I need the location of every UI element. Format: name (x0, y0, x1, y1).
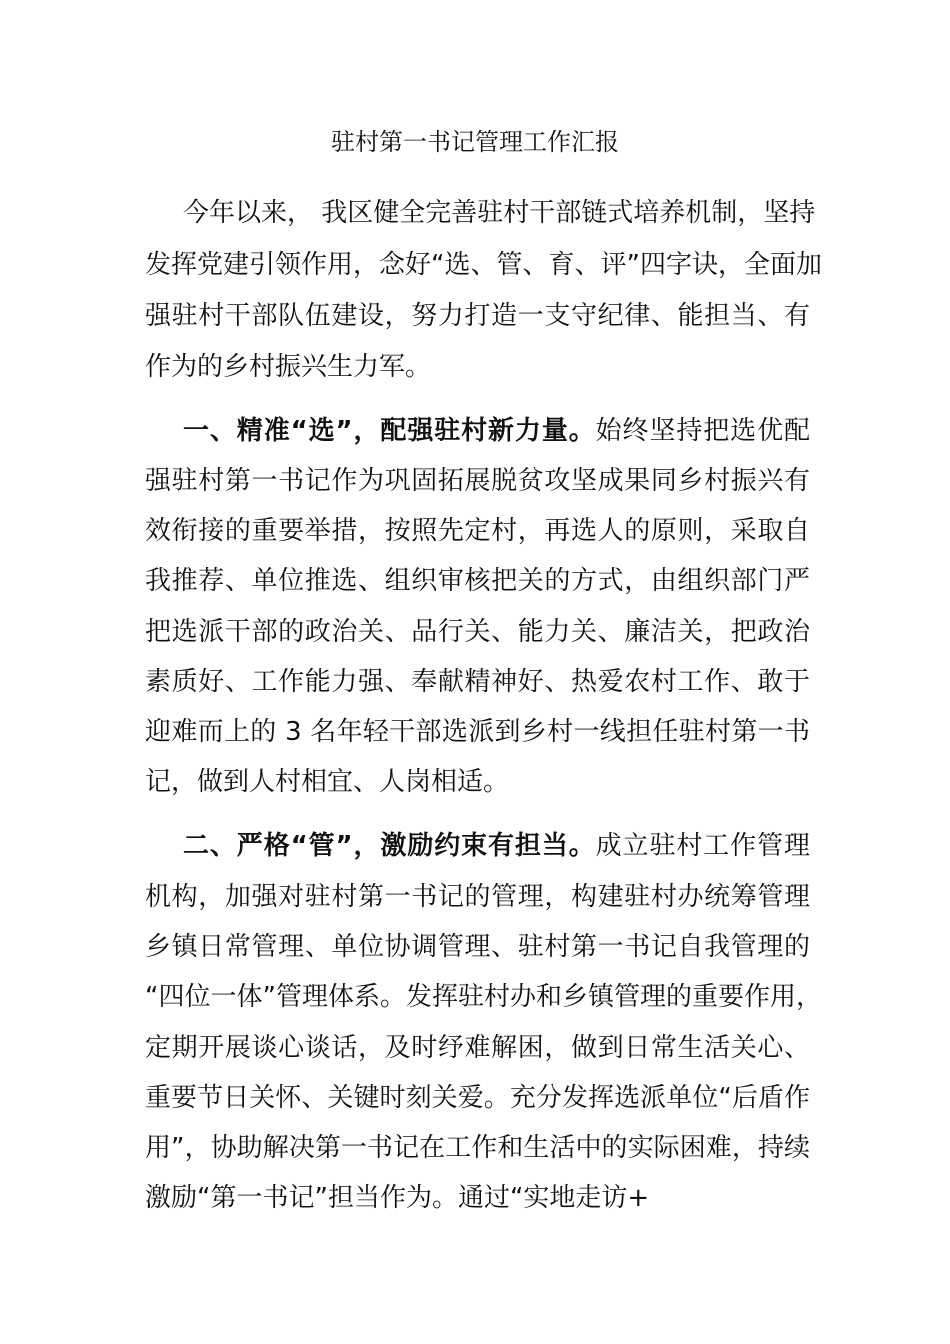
text-line: 迎难而上的 3 名年轻干部选派到乡村一线担任驻村第一书 (145, 717, 810, 747)
section-2-heading: 二、严格“管”，激励约束有担当。 (183, 831, 596, 861)
text-line: 记，做到人村相宜、人岗相适。 (145, 767, 510, 797)
text-line: 乡镇日常管理、单位协调管理、驻村第一书记自我管理的 (145, 932, 810, 962)
text-line: 发挥党建引领作用，念好“选、管、育、评”四字诀，全面加 (145, 250, 822, 280)
section-1-first-line-text: 始终坚持把选优配 (595, 416, 810, 446)
text-line: 重要节日关怀、关键时刻关爱。充分发挥选派单位“后盾作 (145, 1083, 810, 1113)
text-line: 用”，协助解决第一书记在工作和生活中的实际困难，持续 (145, 1133, 810, 1163)
text-line: 把选派干部的政治关、品行关、能力关、廉洁关，把政治 (145, 617, 810, 647)
text-line: 今年以来， 我区健全完善驻村干部链式培养机制，坚持 (183, 198, 816, 228)
text-line: 素质好、工作能力强、奉献精神好、热爱农村工作、敢于 (145, 667, 810, 697)
text-line: 强驻村干部队伍建设，努力打造一支守纪律、能担当、有 (145, 301, 810, 331)
text-line: “四位一体”管理体系。发挥驻村办和乡镇管理的重要作用， (145, 982, 822, 1012)
document-title: 驻村第一书记管理工作汇报 (331, 128, 619, 156)
section-2-first-line-text: 成立驻村工作管理 (595, 831, 810, 861)
text-line: 效衔接的重要举措，按照先定村，再选人的原则，采取自 (145, 516, 810, 546)
text-line: 激励“第一书记”担当作为。通过“实地走访+ (145, 1183, 650, 1213)
text-line: 强驻村第一书记作为巩固拓展脱贫攻坚成果同乡村振兴有 (145, 466, 810, 496)
text-line: 作为的乡村振兴生力军。 (145, 352, 432, 382)
section-1-first-line (183, 406, 810, 456)
text-line: 定期开展谈心谈话，及时纾难解困，做到日常生活关心、 (145, 1033, 810, 1063)
text-line: 机构，加强对驻村第一书记的管理，构建驻村办统筹管理 (145, 882, 810, 912)
section-1-heading: 一、精准“选”，配强驻村新力量。 (183, 416, 596, 446)
section-2-first-line (183, 821, 810, 871)
text-line: 我推荐、单位推选、组织审核把关的方式，由组织部门严 (145, 566, 810, 596)
